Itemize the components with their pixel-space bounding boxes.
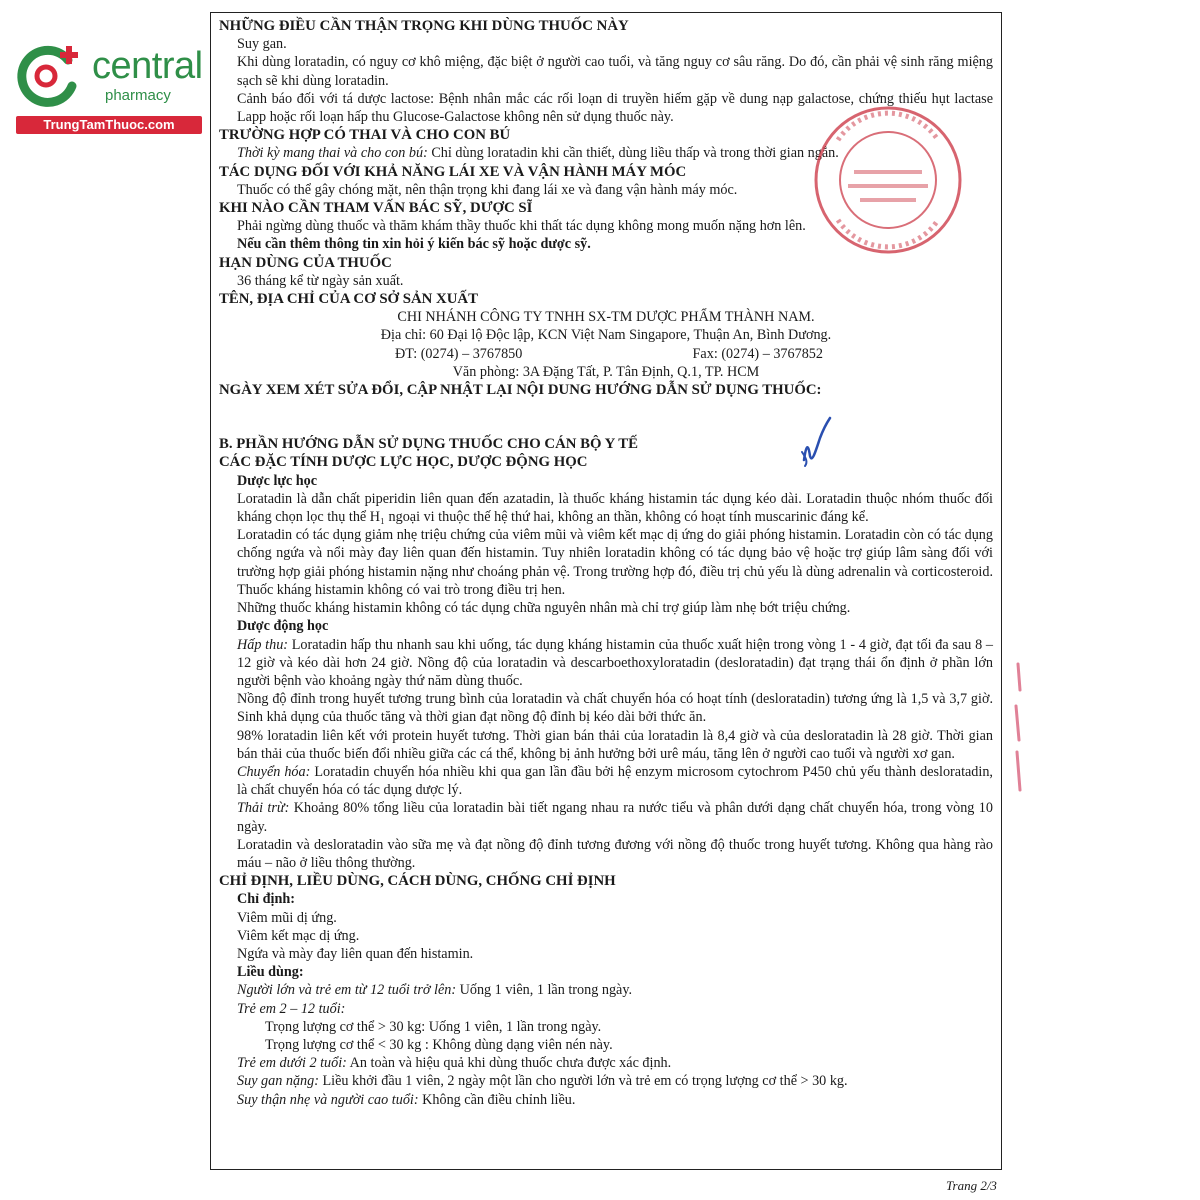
- text-line: Trẻ em 2 – 12 tuổi:: [237, 1000, 346, 1017]
- text-line: Thải trừ: Khoảng 80% tổng liều của loratadin bài tiết ngang nhau ra nước tiểu và phân dưới dạng chất chuyển hóa, trong vòng 10 ngày.: [237, 800, 993, 835]
- text-line: Loratadin là dẫn chất piperidin liên quan đến azatadin, là thuốc kháng histamin tác dụng kéo dài. Loratadin thuộc nhóm thuốc đối kháng chọn lọc thụ thể H₁ ngoại vi thuộc thế hệ thứ hai, không an thần, không có hoạt tính muscarinic đáng kể.: [237, 490, 993, 526]
- text-line: Khi dùng loratadin, có nguy cơ khô miệng, đặc biệt ở người cao tuổi, và tăng nguy cơ sâu răng. Do đó, cần phải vệ sinh răng miệng sạch sẽ khi dùng loratadin.: [237, 54, 993, 89]
- text-line: Chuyển hóa: Loratadin chuyển hóa nhiều khi qua gan lần đầu bởi hệ enzym microsom cytochrom P450 chủ yếu thành desloratadin, là chất chuyển hóa có tác dụng dược lý.: [237, 763, 993, 799]
- heading-consult: KHI NÀO CẦN THAM VẤN BÁC SỸ, DƯỢC SĨ: [219, 200, 533, 217]
- text-line: Viêm kết mạc dị ứng.: [237, 927, 360, 944]
- page-number: Trang 2/3: [946, 1178, 997, 1193]
- text-line: Suy gan.: [237, 36, 287, 53]
- subheading-pharmacodynamics: Dược lực học: [237, 472, 318, 489]
- text-line: Trọng lượng cơ thể < 30 kg : Không dùng dạng viên nén này.: [265, 1036, 613, 1053]
- text-line: Ngứa và mày đay liên quan đến histamin.: [237, 945, 474, 962]
- manufacturer-office: Văn phòng: 3A Đặng Tất, P. Tân Định, Q.1, TP. HCM: [452, 363, 760, 380]
- manufacturer-address: Địa chỉ: 60 Đại lộ Độc lập, KCN Việt Nam Singapore, Thuận An, Bình Dương.: [380, 327, 832, 344]
- text-line: Nếu cần thêm thông tin xin hỏi ý kiến bác sỹ hoặc dược sỹ.: [237, 236, 591, 253]
- text-line: Trẻ em dưới 2 tuổi: An toàn và hiệu quả khi dùng thuốc chưa được xác định.: [237, 1055, 672, 1072]
- signature-icon: [796, 416, 836, 476]
- text-line: Thời kỳ mang thai và cho con bú: Chỉ dùng loratadin khi cần thiết, dùng liều thấp và trong thời gian ngắn.: [237, 145, 839, 162]
- text-line: Viêm mũi dị ứng.: [237, 909, 337, 926]
- subheading-pharmacokinetics: Dược động học: [237, 618, 329, 635]
- central-pharmacy-logo-icon: [12, 40, 84, 112]
- text-line: Hấp thu: Loratadin hấp thu nhanh sau khi uống, tác dụng kháng histamin của thuốc xuất hiện trong vòng 1 - 4 giờ, đạt tối đa sau 8 – 12 giờ và kéo dài hơn 24 giờ. Nồng độ của loratadin và descarboethoxyloratadin (desloratadin) đạt trạng thái ổn định ở phần lớn người bệnh vào khoảng ngày thứ năm dùng thuốc.: [237, 636, 993, 689]
- heading-pregnancy: TRƯỜNG HỢP CÓ THAI VÀ CHO CON BÚ: [219, 127, 511, 144]
- text-line: Cảnh báo đối với tá dược lactose: Bệnh nhân mắc các rối loạn di truyền hiếm gặp về dung nạp galactose, chứng thiếu hụt lactase Lapp hoặc rối loạn hấp thu Glucose-Galactose không nên sử dụng thuốc này.: [237, 90, 993, 126]
- text-line: Loratadin và desloratadin vào sữa mẹ và đạt nồng độ đỉnh tương đương với nồng độ thuốc trong huyết tương. Không qua hàng rào máu – não ở liều thông thường.: [237, 836, 993, 871]
- text-line: Suy gan nặng: Liều khởi đầu 1 viên, 2 ngày một lần cho người lớn và trẻ em có trọng lượng cơ thể > 30 kg.: [237, 1073, 848, 1090]
- brand-sub: pharmacy: [105, 87, 171, 104]
- text-line: Trọng lượng cơ thể > 30 kg: Uống 1 viên, 1 lần trong ngày.: [265, 1018, 602, 1035]
- heading-manufacturer: TÊN, ĐỊA CHỈ CỦA CƠ SỞ SẢN XUẤT: [219, 291, 478, 308]
- central-pharmacy-logo: [8, 36, 213, 136]
- text-line: Thuốc có thể gây chóng mặt, nên thận trọng khi đang lái xe và đang vận hành máy móc.: [237, 181, 738, 198]
- heading-indications: CHỈ ĐỊNH, LIỀU DÙNG, CÁCH DÙNG, CHỐNG CHỈ ĐỊNH: [219, 873, 616, 890]
- heading-part-b: B. PHẦN HƯỚNG DẪN SỬ DỤNG THUỐC CHO CÁN BỘ Y TẾ: [219, 436, 638, 453]
- text-line: Nồng độ đỉnh trong huyết tương trung bình của loratadin và chất chuyển hóa có hoạt tính (desloratadin) tương ứng là 1,5 và 3,7 giờ. Sinh khả dụng của thuốc tăng và thời gian đạt nồng độ đỉnh bị kéo dài bởi thức ăn.: [237, 691, 993, 726]
- text-line: 98% loratadin liên kết với protein huyết tương. Thời gian bán thải của loratadin là 8,4 giờ và của desloratadin là 28 giờ. Thời gian bán thải của thuốc biến đổi nhiều giữa các cá thể, không bị ảnh hưởng bởi urê máu, tăng lên ở người cao tuổi và người xơ gan.: [237, 727, 993, 762]
- text-line: Loratadin có tác dụng giảm nhẹ triệu chứng của viêm mũi và viêm kết mạc dị ứng do giải phóng histamin. Loratadin còn có tác dụng chống ngứa và nổi mày đay liên quan đến histamin. Tuy nhiên loratadin không có tác dụng bảo vệ hoặc trợ giúp lâm sàng đối với trường hợp giải phóng histamin nặng như choáng phản vệ. Trong trường hợp đó, điều trị chủ yếu là dùng adrenalin và corticosteroid. Thuốc kháng histamin không có vai trò trong điều trị hen.: [237, 527, 993, 598]
- heading-shelf-life: HẠN DÙNG CỦA THUỐC: [219, 254, 392, 271]
- company-seal-icon: [808, 100, 968, 260]
- text-line: 36 tháng kể từ ngày sản xuất.: [237, 272, 404, 289]
- text-line: Suy thận nhẹ và người cao tuổi: Không cần điều chỉnh liều.: [237, 1091, 576, 1108]
- heading-pharmacology: CÁC ĐẶC TÍNH DƯỢC LỰC HỌC, DƯỢC ĐỘNG HỌC: [219, 454, 588, 471]
- text-line: Phải ngừng dùng thuốc và thăm khám thầy thuốc khi thất tác dụng không mong muốn nặng hơn lên.: [237, 218, 806, 235]
- heading-revision-date: NGÀY XEM XÉT SỬA ĐỔI, CẬP NHẬT LẠI NỘI DUNG HƯỚNG DẪN SỬ DỤNG THUỐC:: [219, 382, 822, 399]
- edge-mark-icon: [1010, 660, 1024, 800]
- text-line: Người lớn và trẻ em từ 12 tuổi trở lên: Uống 1 viên, 1 lần trong ngày.: [237, 982, 633, 999]
- manufacturer-name: CHI NHÁNH CÔNG TY TNHH SX-TM DƯỢC PHẨM THÀNH NAM.: [397, 309, 815, 326]
- brand-name: central: [92, 45, 203, 87]
- heading-driving: TÁC DỤNG ĐỐI VỚI KHẢ NĂNG LÁI XE VÀ VẬN HÀNH MÁY MÓC: [219, 163, 687, 180]
- text-line: Những thuốc kháng histamin không có tác dụng chữa nguyên nhân mà chỉ trợ giúp làm nhẹ bớt triệu chứng.: [237, 600, 851, 617]
- subheading-indications: Chỉ định:: [237, 891, 295, 908]
- heading-precautions: NHỮNG ĐIỀU CẦN THẬN TRỌNG KHI DÙNG THUỐC NÀY: [219, 18, 629, 34]
- subheading-dosage: Liều dùng:: [237, 964, 304, 981]
- manufacturer-phone-fax: ĐT: (0274) – 3767850 Fax: (0274) – 3767852: [395, 345, 823, 362]
- brand-url[interactable]: TrungTamThuoc.com: [16, 116, 202, 134]
